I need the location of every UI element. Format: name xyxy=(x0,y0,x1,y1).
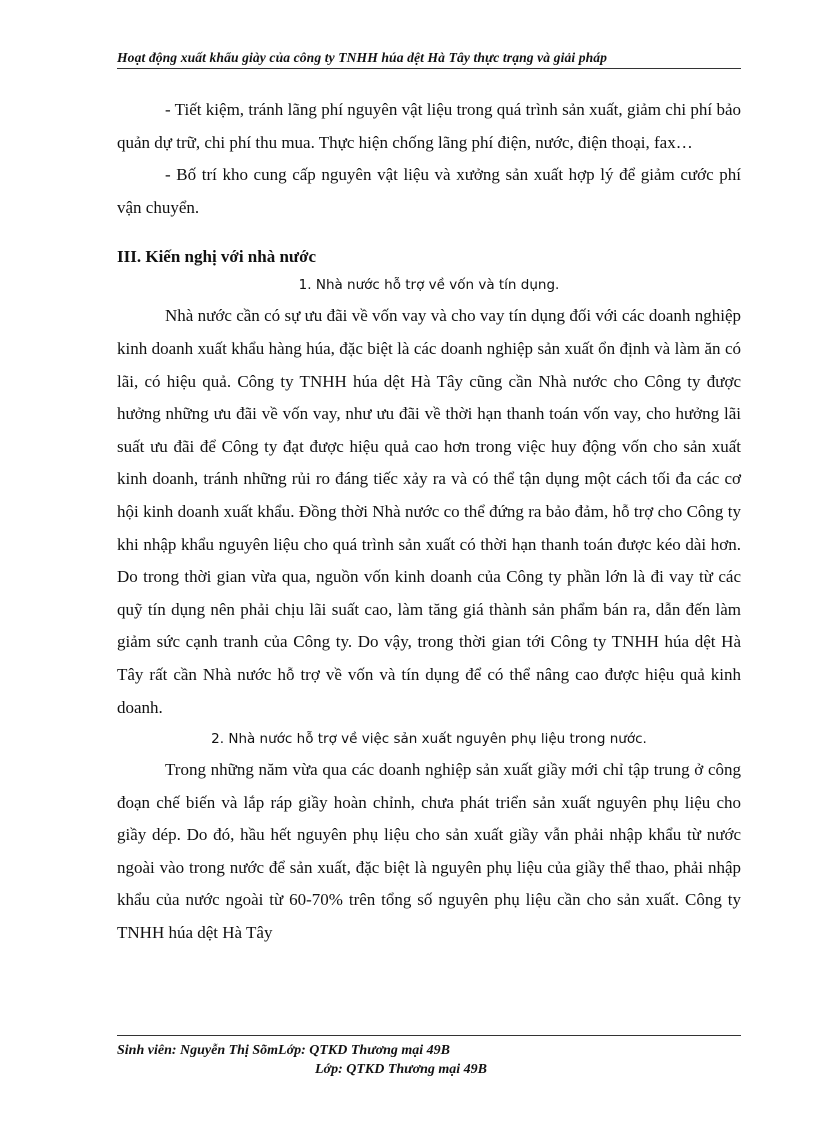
subheading-2: 2. Nhà nước hỗ trợ về việc sản xuất nguyên phụ liệu trong nước. xyxy=(211,731,647,748)
bullet-paragraph-2: - Bố trí kho cung cấp nguyên vật liệu và xưởng sản xuất hợp lý để giảm cước phí vận chuyển. xyxy=(117,165,741,217)
spacer xyxy=(117,224,741,244)
bullet-paragraph-1: - Tiết kiệm, tránh lãng phí nguyên vật liệu trong quá trình sản xuất, giảm chi phí bảo quản dự trữ, chi phí thu mua. Thực hiện chống lãng phí điện, nước, điện thoại, fax… xyxy=(117,100,741,152)
running-header: Hoạt động xuất khẩu giày của công ty TNHH húa dệt Hà Tây thực trạng và giải pháp xyxy=(117,50,608,65)
footer-rule xyxy=(117,1035,741,1036)
section-heading: III. Kiến nghị với nhà nước xyxy=(117,247,317,267)
header-rule xyxy=(117,68,741,69)
footer-student-line: Sinh viên: Nguyễn Thị SõmLớp: QTKD Thương mại 49B xyxy=(117,1043,451,1058)
footer-class-line: Lớp: QTKD Thương mại 49B xyxy=(315,1062,487,1077)
subheading-1: 1. Nhà nước hỗ trợ về vốn và tín dụng. xyxy=(298,277,560,294)
paragraph-2: Trong những năm vừa qua các doanh nghiệp sản xuất giầy mới chỉ tập trung ở công đoạn chế biến và lắp ráp giầy hoàn chỉnh, chưa phát triển sản xuất nguyên phụ liệu cho giầy dép. Do đó, hầu hết nguyên phụ liệu cho sản xuất giầy vẫn phải nhập khẩu từ nước ngoài vào trong nước để sản xuất, đặc biệt là nguyên phụ liệu của giầy thể thao, phải nhập khẩu của nước ngoài từ 60-70% trên tổng số nguyên phụ liệu cần cho sản xuất. Công ty TNHH húa dệt Hà Tây xyxy=(117,760,741,943)
paragraph-1: Nhà nước cần có sự ưu đãi về vốn vay và cho vay tín dụng đối với các doanh nghiệp kinh doanh xuất khẩu hàng húa, đặc biệt là các doanh nghiệp sản xuất ổn định và làm ăn có lãi, có hiệu quả. Công ty TNHH húa dệt Hà Tây cũng cần Nhà nước cho Công ty được hưởng những ưu đãi về vốn vay, như ưu đãi về thời hạn thanh toán vốn vay, cho hưởng lãi suất ưu đãi để Công ty đạt được hiệu quả cao hơn trong việc huy động vốn cho sản xuất kinh doanh, tránh những rủi ro đáng tiếc xảy ra và có thể tận dụng một cách tối đa các cơ hội kinh doanh xuất khẩu. Đồng thời Nhà nước co thể đứng ra bảo đảm, hỗ trợ cho Công ty khi nhập khẩu nguyên liệu cho quá trình sản xuất có thời hạn thanh toán được kéo dài hơn. Do trong thời gian vừa qua, nguồn vốn kinh doanh của Công ty phần lớn là đi vay từ các quỹ tín dụng nên phải chịu lãi suất cao, làm tăng giá thành sản phẩm bán ra, dẫn đến làm giảm sức cạnh tranh của Công ty. Do vậy, trong thời gian tới Công ty TNHH húa dệt Hà Tây rất cần Nhà nước hỗ trợ về vốn và tín dụng để có thể nâng cao được hiệu quả kinh doanh. xyxy=(117,306,741,717)
page-footer xyxy=(117,1041,741,1079)
page-body xyxy=(117,94,741,950)
